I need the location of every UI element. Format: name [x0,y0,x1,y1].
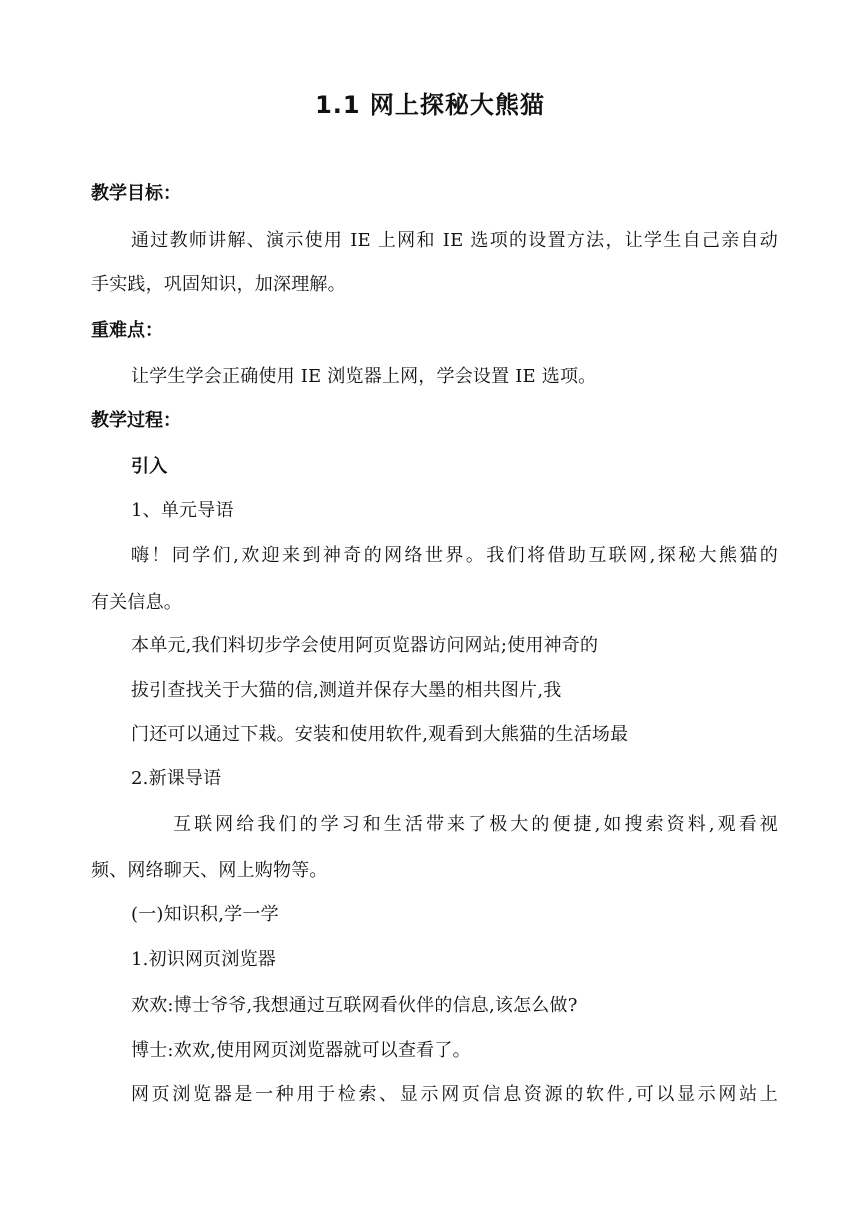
paragraph-3-line-2: 频、网络聊天、网上购物等。 [91,860,328,881]
subsection-1-heading: 1.初识网页浏览器 [131,949,276,970]
section-1-heading: (一)知识积,学一学 [131,904,279,925]
heading-key-points: 重难点： [91,320,163,341]
paragraph-2-line-1: 本单元,我们料切步学会使用阿页览器访问网站;使用神奇的 [131,635,599,656]
paragraph-2-line-3: 门还可以通过下栽。安装和使用软件,观看到大熊猫的生活场最 [131,724,629,745]
document-title: 1.1 网上探秘大熊猫 [315,91,545,119]
dialog-line-2: 博士:欢欢,使用网页浏览器就可以查看了。 [131,1040,471,1061]
goal-text-line-2: 手实践，巩固知识，加深理解。 [91,274,346,295]
key-points-text: 让学生学会正确使用 IE 浏览器上网，学会设置 IE 选项。 [131,366,597,387]
dialog-line-1: 欢欢:博士爷爷,我想通过互联网看伙伴的信息,该怎么做? [131,995,578,1016]
unit-guide-label: 1、单元导语 [131,500,234,521]
paragraph-4-line-1: 网页浏览器是一种用于检索、显示网页信息资源的软件,可以显示网站上 [131,1084,778,1105]
heading-teaching-process: 教学过程： [91,410,181,431]
paragraph-1-line-1: 嗨！同学们,欢迎来到神奇的网络世界。我们将借助互联网,探秘大熊猫的 [131,545,778,566]
paragraph-1-line-2: 有关信息。 [91,592,182,613]
new-lesson-label: 2.新课导语 [131,768,222,789]
intro-label: 引入 [131,456,168,477]
paragraph-2-line-2: 拔引查找关于大猫的信,测道并保存大墨的相共图片,我 [131,680,562,701]
goal-text-line-1: 通过教师讲解、演示使用 IE 上网和 IE 选项的设置方法，让学生自己亲自动 [131,230,778,251]
paragraph-3-line-1: 互联网给我们的学习和生活带来了极大的便捷,如搜索资料,观看视 [173,814,778,835]
heading-teaching-goals: 教学目标： [91,183,181,204]
